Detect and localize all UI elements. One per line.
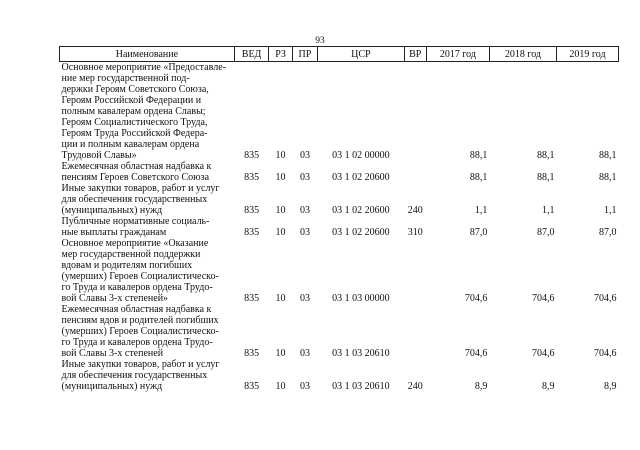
- name-line: (муниципальных) нужд: [61, 381, 163, 392]
- csr-cell: 03 1 03 00000: [332, 293, 390, 304]
- pr-cell: 03: [299, 150, 310, 161]
- pr-cell: 03: [299, 227, 310, 238]
- header-2018: 2018 год: [489, 47, 556, 62]
- name-line: Героям Труда Российской Федера-: [61, 128, 208, 139]
- csr-cell: 03 1 02 00000: [332, 150, 390, 161]
- csr-cell: 03 1 02 20600: [332, 205, 390, 216]
- rz-cell: 10: [275, 205, 286, 216]
- table-row: [60, 183, 619, 216]
- csr-cell: 03 1 03 20610: [332, 381, 390, 392]
- amount-2018-cell: 704,6: [531, 348, 555, 359]
- budget-table: [59, 46, 619, 392]
- name-line: (умерших) Героев Социалистическо-: [61, 271, 219, 282]
- page-number: 93: [315, 36, 325, 46]
- name-line: (умерших) Героев Социалистическо-: [61, 326, 219, 337]
- amount-2017-cell: 87,0: [469, 227, 488, 238]
- amount-2017-cell: 88,1: [469, 172, 488, 183]
- amount-2017-cell: 1,1: [474, 205, 488, 216]
- amount-2019-cell: 704,6: [594, 348, 617, 359]
- name-line: Основное мероприятие «Предоставле-: [61, 62, 226, 73]
- csr-cell: 03 1 03 20610: [332, 348, 390, 359]
- amount-2017-cell: 704,6: [464, 348, 488, 359]
- amount-2019-cell: 88,1: [599, 150, 617, 161]
- name-line: пенсиям Героев Советского Союза: [61, 172, 210, 183]
- vr-cell: 240: [407, 205, 423, 216]
- ved-cell: 835: [244, 381, 260, 392]
- name-cell: [60, 216, 235, 238]
- rz-cell: 10: [275, 227, 286, 238]
- csr-cell: 03 1 02 20600: [332, 172, 390, 183]
- name-line: мер государственной поддержки: [61, 249, 201, 260]
- amount-2018-cell: 1,1: [541, 205, 555, 216]
- rz-cell: 10: [275, 381, 286, 392]
- rz-cell: 10: [275, 293, 286, 304]
- name-line: Ежемесячная областная надбавка к: [61, 161, 212, 172]
- ved-cell: 835: [244, 293, 260, 304]
- name-line: Основное мероприятие «Оказание: [61, 238, 209, 249]
- name-cell: [60, 359, 235, 392]
- rz-cell: 10: [275, 172, 286, 183]
- vr-cell: [404, 62, 426, 162]
- amount-2018-cell: 8,9: [541, 381, 555, 392]
- name-line: вой Славы 3-х степеней»: [61, 293, 169, 304]
- pr-cell: 03: [299, 172, 310, 183]
- name-line: (муниципальных) нужд: [61, 205, 163, 216]
- header-2017: 2017 год: [426, 47, 489, 62]
- amount-2017-cell: 88,1: [469, 150, 488, 161]
- name-line: Иные закупки товаров, работ и услуг: [61, 359, 220, 370]
- table-row: [60, 161, 619, 183]
- name-cell: [60, 161, 235, 183]
- amount-2019-cell: 1,1: [604, 205, 617, 216]
- name-line: полным кавалерам ордена Славы;: [61, 106, 206, 117]
- name-cell: [60, 183, 235, 216]
- ved-cell: 835: [244, 227, 260, 238]
- amount-2019-cell: 704,6: [594, 293, 617, 304]
- name-line: для обеспечения государственных: [61, 370, 208, 381]
- table-row: [60, 62, 619, 162]
- name-line: го Труда и кавалеров ордена Трудо-: [61, 282, 213, 293]
- vr-cell: 310: [407, 227, 423, 238]
- name-cell: [60, 62, 235, 162]
- name-line: ные выплаты гражданам: [61, 227, 167, 238]
- header-ved: ВЕД: [234, 47, 269, 62]
- vr-cell: [404, 161, 426, 183]
- header-vr: ВР: [404, 47, 426, 62]
- name-line: держки Героям Советского Союза,: [61, 84, 209, 95]
- name-line: Героям Социалистического Труда,: [61, 117, 208, 128]
- amount-2019-cell: 87,0: [599, 227, 617, 238]
- table-header-row: [60, 47, 619, 62]
- table-row: [60, 304, 619, 359]
- vr-cell: 240: [407, 381, 423, 392]
- csr-cell: 03 1 02 20600: [332, 227, 390, 238]
- name-line: Героям Российской Федерации и: [61, 95, 202, 106]
- amount-2019-cell: 8,9: [604, 381, 617, 392]
- pr-cell: 03: [299, 205, 310, 216]
- rz-cell: 10: [275, 348, 286, 359]
- amount-2017-cell: 704,6: [464, 293, 488, 304]
- ved-cell: 835: [244, 150, 260, 161]
- amount-2019-cell: 88,1: [599, 172, 617, 183]
- table-row: [60, 216, 619, 238]
- vr-cell: [404, 238, 426, 304]
- header-2019: 2019 год: [556, 47, 618, 62]
- amount-2018-cell: 87,0: [536, 227, 555, 238]
- header-rz: РЗ: [269, 47, 292, 62]
- name-line: го Труда и кавалеров ордена Трудо-: [61, 337, 213, 348]
- pr-cell: 03: [299, 348, 310, 359]
- header-pr: ПР: [292, 47, 317, 62]
- ved-cell: 835: [244, 205, 260, 216]
- pr-cell: 03: [299, 293, 310, 304]
- amount-2018-cell: 704,6: [531, 293, 555, 304]
- name-line: ние мер государственной под-: [61, 73, 190, 84]
- name-cell: [60, 238, 235, 304]
- name-line: вой Славы 3-х степеней: [61, 348, 164, 359]
- name-line: Трудовой Славы»: [61, 150, 137, 161]
- name-line: для обеспечения государственных: [61, 194, 208, 205]
- ved-cell: 835: [244, 172, 260, 183]
- vr-cell: [404, 304, 426, 359]
- pr-cell: 03: [299, 381, 310, 392]
- name-line: Ежемесячная областная надбавка к: [61, 304, 212, 315]
- header-csr: ЦСР: [318, 47, 404, 62]
- ved-cell: 835: [244, 348, 260, 359]
- name-line: Иные закупки товаров, работ и услуг: [61, 183, 220, 194]
- amount-2018-cell: 88,1: [536, 150, 555, 161]
- table-row: [60, 238, 619, 304]
- name-line: пенсиям вдов и родителей погибших: [61, 315, 219, 326]
- table-row: [60, 359, 619, 392]
- name-cell: [60, 304, 235, 359]
- name-line: Публичные нормативные социаль-: [61, 216, 210, 227]
- header-name: Наименование: [60, 47, 235, 62]
- name-line: ции и полным кавалерам ордена: [61, 139, 200, 150]
- rz-cell: 10: [275, 150, 286, 161]
- amount-2018-cell: 88,1: [536, 172, 555, 183]
- amount-2017-cell: 8,9: [474, 381, 488, 392]
- name-line: вдовам и родителям погибших: [61, 260, 193, 271]
